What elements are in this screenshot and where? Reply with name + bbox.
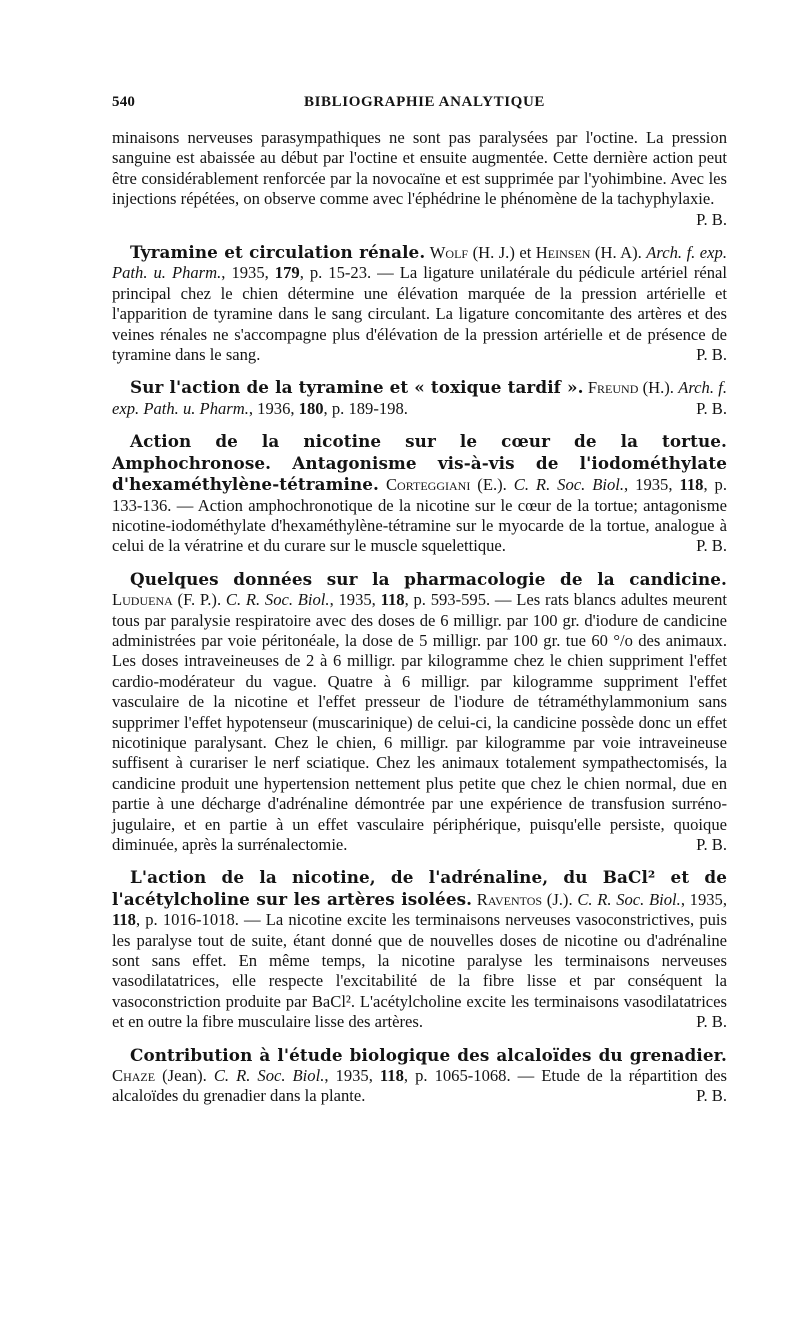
entry-author-initials: (E.). — [470, 475, 514, 495]
entry-journal: C. R. Soc. Biol. — [577, 889, 681, 909]
entry-author: Chaze — [112, 1066, 156, 1086]
entry-author: Luduena — [112, 590, 173, 610]
page — [112, 92, 727, 1107]
entry-volume: 118 — [112, 910, 136, 930]
entry-author-initials: (J.). — [542, 889, 578, 909]
entry-title: Sur l'action de la tyramine et « toxique tardif ». — [130, 377, 584, 398]
bibliography-entry — [112, 431, 727, 556]
entry-title: L'action de la nicotine, de l'adrénaline, du BaCl² et de l'acétylcholine sur les artères isolées. — [112, 867, 727, 909]
running-title: BIBLIOGRAPHIE ANALYTIQUE — [304, 94, 545, 110]
entry-signature: P. B. — [696, 345, 727, 365]
entry-signature: P. B. — [696, 536, 727, 556]
bibliography-entry — [112, 1045, 727, 1107]
entry-body: — La ligature unilatérale du pédicule artériel rénal principal chez le chien détermine une élévation marquée de la pression artérielle et l'apparition de tyramine dans le sang circulant. La ligature concomitante des artères et des veines rénales ne s'accompagne plus d'élévation de la pression artérielle et de présence de tyramine dans le sang. — [112, 263, 727, 365]
entry-signature: P. B. — [696, 835, 727, 854]
entry-year: , 1935, — [624, 475, 680, 495]
entry-journal: C. R. Soc. Biol. — [513, 475, 625, 495]
bibliography-entry — [112, 242, 727, 365]
entry-author: Raventos — [476, 889, 543, 909]
entry-journal: Arch. f. exp. Path. u. Pharm. — [112, 243, 727, 283]
entry-year: , 1935, — [221, 263, 275, 283]
page-number: 540 — [112, 94, 136, 110]
entry-volume: 118 — [380, 590, 405, 610]
entry-journal: Arch. f. exp. Path. u. Pharm. — [112, 378, 727, 418]
entry-author-initials: (Jean). — [155, 1066, 214, 1086]
entry-pages: , p. 593-595. — [404, 590, 491, 610]
entry-volume: 180 — [298, 398, 324, 418]
entry-pages: , p. 1065-1068. — [403, 1066, 511, 1086]
entry-journal: C. R. Soc. Biol. — [225, 590, 330, 610]
entry-pages: , p. 15-23. — [299, 263, 372, 283]
entry-body: — La nicotine excite les terminaisons nerveuses vasoconstrictives, puis les paralyse tout de suite, étant donné que de nouvelles doses de nicotine ou d'adrénaline sont sans effet. En même temps, la nicotine paralyse les terminaisons nerveuses vasodilatatrices, elle respecte l'excitabilité de la fibre lisse et par conséquent la vasoconstriction produite par BaCl². L'acétylcholine excite les terminaisons vasodilatatrices et en outre la fibre musculaire lisse des artères. — [112, 910, 727, 1032]
entry-body: — Etude de la répartition des alcaloïdes du grenadier dans la plante. — [112, 1066, 728, 1106]
entry-author-initials: (H.). — [638, 378, 679, 398]
entry-journal: C. R. Soc. Biol. — [213, 1066, 325, 1086]
entry-body: — Les rats blancs adultes meurent tous par paralysie respiratoire avec des doses de 6 milligr. par 100 gr. d'iodure de candicine administrées par voie péritonéale, la dose de 5 milligr. par 100 gr. tue 60 °/o des animaux. Les doses intraveineuses de 2 à 6 milligr. par kilogramme chez le chien suppriment l'effet cardio-modérateur du vague. Quatre à 6 milligr. par kilogramme suppriment l'effet vasculaire de la nicotine et l'effet presseur de l'iodure de tétraméthylammonium sans supprimer l'effet hypotenseur (muscarinique) de celui-ci, la candicine possède donc un effet nicotinique paralysant. Chez le chien, 6 milligr. par kilogramme par voie intraveineuse suffisent à curariser le nerf sciatique. Chez les animaux totalement sympathectomisés, la candicine produit une hypertension nettement plus petite que chez le chien normal, due en partie à une décharge d'adrénaline démontrée par une expérience de transfusion surréno-jugulaire, et en partie à un effet vasculaire périphérique, puisqu'elle persiste, quoique diminuée, après la surrénalectomie. — [112, 590, 727, 854]
entry-year: , 1935, — [324, 1066, 380, 1086]
page-header — [112, 92, 727, 114]
entry-title: Tyramine et circulation rénale. — [130, 242, 426, 263]
entry-author: Freund — [587, 378, 639, 398]
entry-volume: 118 — [679, 475, 704, 495]
entry-body: — Action amphochronotique de la nicotine sur le cœur de la tortue; antagonisme nicotine-iodométhylate d'hexaméthylène-tétramine sur le myocarde de la tortue, analogue à celui de la vératrine et du curare sur le muscle squelettique. — [112, 495, 727, 556]
bibliography-entry — [112, 377, 727, 419]
entry-volume: 118 — [379, 1066, 404, 1086]
entry-signature: P. B. — [696, 1086, 727, 1106]
entry-year: , 1936, — [248, 398, 299, 418]
entry-pages: , p. 133-136. — [112, 475, 727, 515]
entry-body: minaisons nerveuses parasympathiques ne sont pas paralysées par l'octine. La pression sanguine est abaissée au début par l'octine et ensuite augmentée. Cette dernière action peut être considérablement renforcée par la novocaïne et est supprimée par l'yohimbine. Avec les injections répétées, on observe comme avec l'éphédrine le phénomène de la tachyphylaxie. — [112, 128, 727, 209]
entry-signature: P. B. — [696, 398, 727, 418]
entry-year: , 1935, — [329, 590, 381, 610]
entry-pages: , p. 1016-1018. — [135, 910, 239, 930]
entry-author: Corteggiani — [385, 475, 471, 495]
entry-signature: P. B. — [696, 209, 727, 229]
entry-title: Quelques données sur la pharmacologie de la candicine. — [130, 568, 727, 589]
entry-volume: 179 — [274, 263, 300, 283]
entry-continuation — [112, 128, 727, 230]
entry-author-initials: (H. A). — [590, 243, 647, 263]
entry-author: Wolf — [429, 243, 469, 263]
entry-pages: , p. 189-198. — [323, 398, 408, 418]
bibliography-entry — [112, 569, 727, 856]
entry-title: Action de la nicotine sur le cœur de la tortue. Amphochronose. Antagonisme vis-à-vis de l'iodométhylate d'hexaméthylène-tétramine. — [112, 431, 727, 495]
entry-title: Contribution à l'étude biologique des alcaloïdes du grenadier. — [130, 1044, 727, 1065]
bibliography-entry — [112, 867, 727, 1032]
entry-author: Heinsen — [535, 243, 591, 263]
entry-author-initials: (H. J.) et — [468, 243, 536, 263]
entry-signature: P. B. — [696, 1012, 727, 1032]
entry-author-initials: (F. P.). — [172, 590, 226, 610]
entry-year: , 1935, — [680, 889, 727, 909]
